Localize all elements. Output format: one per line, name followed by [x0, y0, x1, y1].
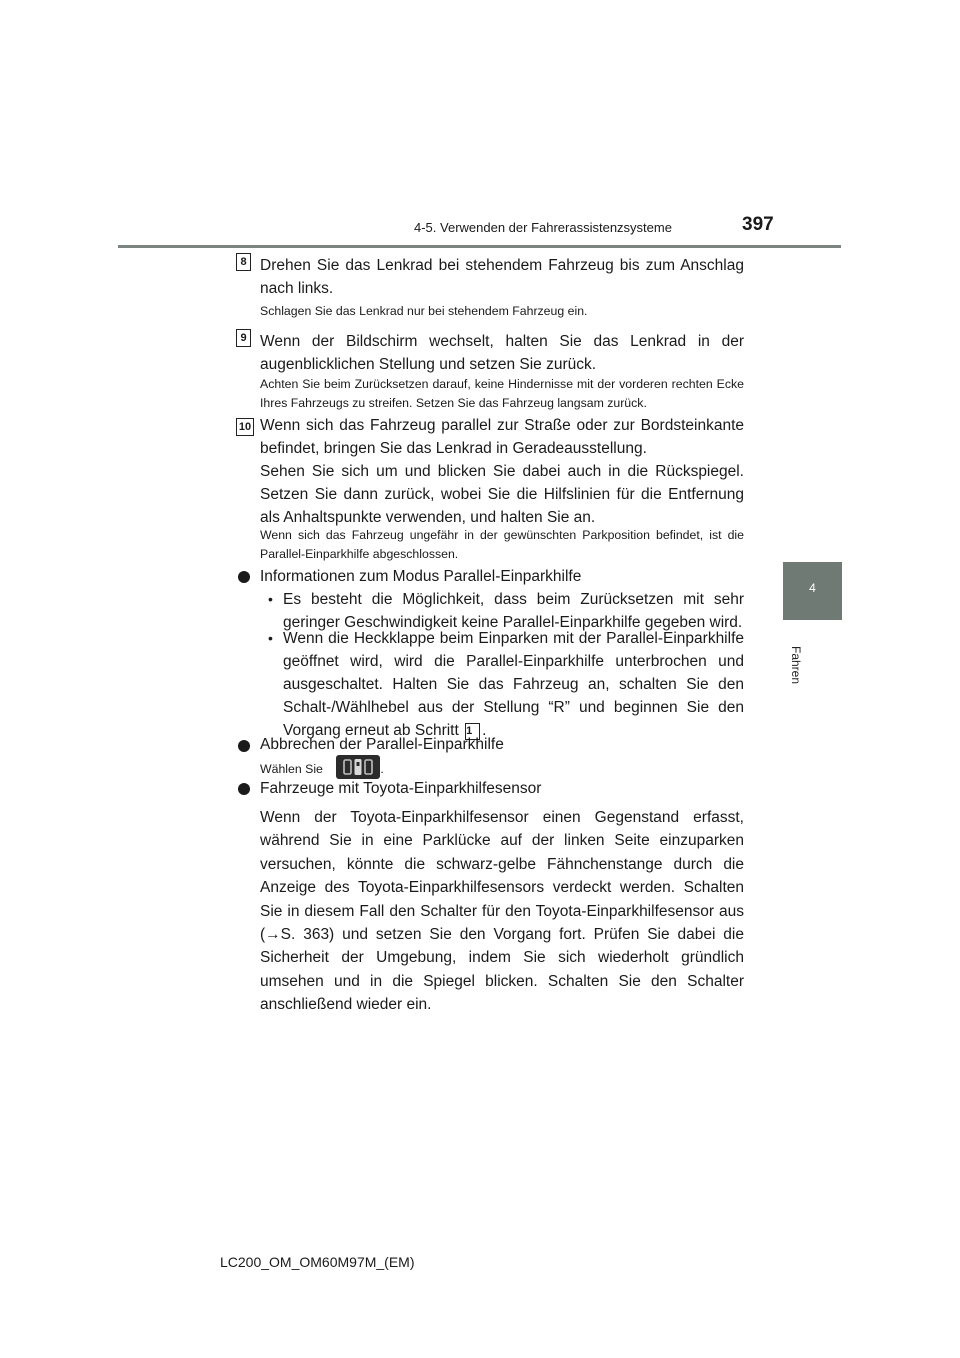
- bullet-title-sensor: Fahrzeuge mit Toyota-Einparkhilfesensor: [260, 780, 542, 797]
- sensor-text-before: Wenn der Toyota-Einparkhilfesensor einen Gegenstand erfasst, während Sie in eine Parklücke auf der linken Seite einzuparken versuchen, könnte die schwarz-gelbe Fähnchenstange durch die Anzeige des Toyota-Einparkhilfesensors verdeckt werden. Schalten Sie in diesem Fall den Schalter für den Toyota-Einparkhilfesensor aus (: [260, 809, 744, 944]
- step-10-text-line-2: Sehen Sie sich um und blicken Sie dabei auch in die Rückspiegel. Setzen Sie dann zurück, wobei Sie die Hilfslinien für die Entfernung als Anhaltspunkte verwenden, und halten Sie an.: [260, 463, 744, 526]
- step-9-text: Wenn der Bildschirm wechselt, halten Sie das Lenkrad in der augenblicklichen Stellung und setzen Sie zurück.: [260, 333, 744, 373]
- sensor-text: [260, 806, 744, 1017]
- step-ref-suffix: .: [482, 722, 487, 739]
- cancel-note-prefix: Wählen Sie: [260, 762, 323, 776]
- chapter-number: 4: [809, 581, 816, 595]
- step-number-10: 10: [236, 418, 254, 436]
- sub-bullet-dot: •: [268, 630, 273, 646]
- bullet-title-info: Informationen zum Modus Parallel-Einparkhilfe: [260, 568, 582, 585]
- step-10-text-line-1: Wenn sich das Fahrzeug parallel zur Straße oder zur Bordsteinkante befindet, bringen Sie das Lenkrad in Geradeausstellung.: [260, 417, 744, 457]
- step-9-note: Achten Sie beim Zurücksetzen darauf, keine Hindernisse mit der vorderen rechten Ecke Ihres Fahrzeugs zu streifen. Setzen Sie das Fahrzeug langsam zurück.: [260, 377, 744, 410]
- cancel-note-suffix: .: [380, 762, 384, 776]
- sub-bullet-speed: Es besteht die Möglichkeit, dass beim Zurücksetzen mit sehr geringer Geschwindigkeit keine Parallel-Einparkhilfe gegeben wird.: [283, 591, 744, 631]
- step-number-9: 9: [236, 329, 251, 347]
- section-title: 4-5. Verwenden der Fahrerassistenzsysteme: [414, 220, 672, 235]
- step-10-text: [260, 414, 744, 529]
- step-8-note: Schlagen Sie das Lenkrad nur bei stehendem Fahrzeug ein.: [260, 304, 588, 318]
- step-8-text: Drehen Sie das Lenkrad bei stehendem Fahrzeug bis zum Anschlag nach links.: [260, 257, 744, 297]
- header-divider: [118, 245, 841, 248]
- step-number-8: 8: [236, 253, 251, 271]
- parking-assist-icon: [336, 755, 380, 779]
- sensor-text-after: S. 363) und setzen Sie den Vorgang fort. Prüfen Sie dabei die Sicherheit der Umgebung, indem Sie sich wiederholt gründlich umsehen und in die Spiegel blicken. Schalten Sie den Schalter anschließend wieder ein.: [260, 926, 744, 1014]
- bullet-dot: [238, 740, 250, 752]
- sub-bullet-tailgate-text: Wenn die Heckklappe beim Einparken mit der Parallel-Einparkhilfe geöffnet wird, wird die Parallel-Einparkhilfe unterbrochen und ausgeschaltet. Halten Sie das Fahrzeug an, schalten Sie den Schalt-/Wählhebel aus der Stellung “R” und beginnen Sie den Vorgang erneut ab Schritt: [283, 630, 744, 739]
- bullet-dot: [238, 783, 250, 795]
- bullet-title-cancel: Abbrechen der Parallel-Einparkhilfe: [260, 736, 504, 753]
- document-code: LC200_OM_OM60M97M_(EM): [220, 1254, 415, 1270]
- sub-bullet-dot: •: [268, 591, 273, 607]
- chapter-label: Fahren: [789, 646, 803, 685]
- chapter-tab: [783, 562, 842, 620]
- page-reference-arrow-icon: →: [265, 926, 281, 944]
- sub-bullet-tailgate: [283, 627, 744, 742]
- bullet-dot: [238, 571, 250, 583]
- step-10-note: Wenn sich das Fahrzeug ungefähr in der gewünschten Parkposition befindet, ist die Parallel-Einparkhilfe abgeschlossen.: [260, 528, 744, 561]
- step-reference-1: 1: [465, 723, 480, 740]
- page-number: 397: [742, 214, 774, 235]
